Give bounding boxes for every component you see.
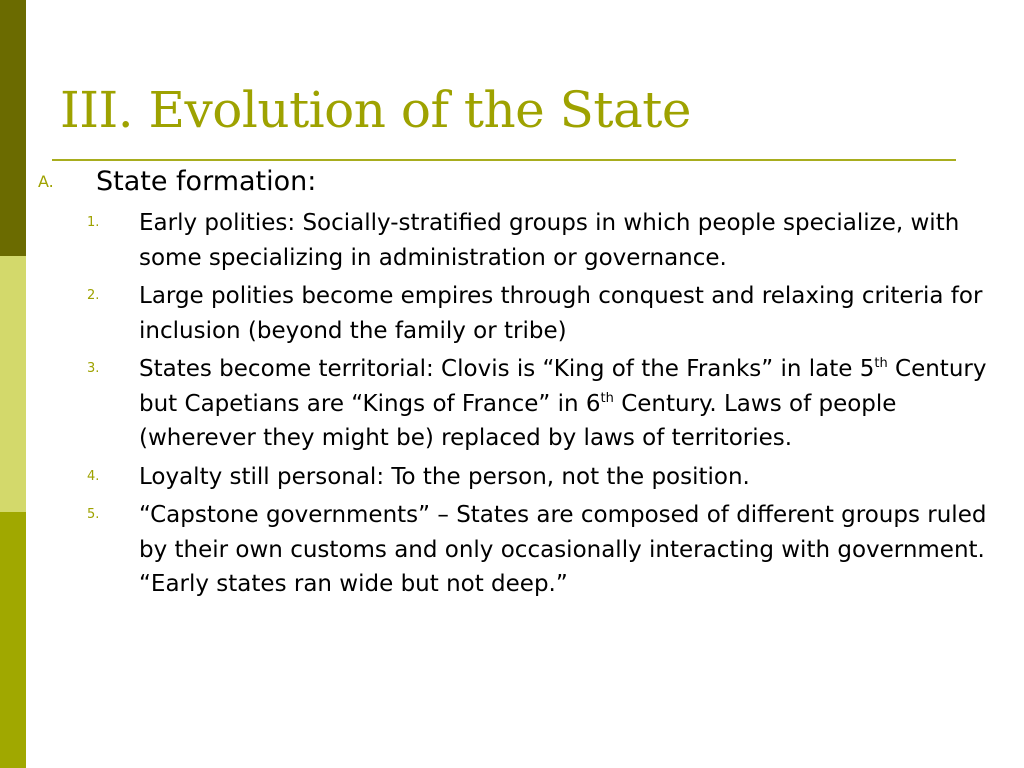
list-item-2	[38, 279, 1008, 348]
list-item-5	[38, 498, 1008, 602]
ordinal-superscript: th	[874, 356, 888, 371]
title-underline	[52, 159, 956, 161]
numbered-list	[38, 206, 1008, 602]
list-marker: 2.	[87, 288, 100, 303]
section-heading	[38, 164, 1008, 200]
list-item-text: Large polities become empires through conquest and relaxing criteria for inclusion (beyond the family or tribe)	[139, 283, 983, 344]
sidebar-accent-bar	[0, 0, 26, 768]
list-item-text: Loyalty still personal: To the person, not the position.	[139, 463, 750, 490]
section-marker: A.	[38, 172, 54, 191]
slide-title: III. Evolution of the State	[60, 81, 691, 139]
sidebar-segment-mid	[0, 512, 26, 768]
sidebar-segment-dark	[0, 0, 26, 256]
list-item-text-part1: States become territorial: Clovis is “King of the Franks” in late 5	[139, 356, 875, 382]
ordinal-superscript: th	[600, 390, 614, 406]
list-item-3	[38, 352, 1008, 456]
list-item-text-part2: Century but Capetians are “Kings of France” in 6	[139, 356, 987, 417]
section-heading-text: State formation:	[96, 166, 317, 197]
list-marker: 4.	[87, 468, 100, 484]
list-item-text: Early polities: Socially-stratified groups in which people specialize, with some specializing in administration or governance.	[139, 210, 960, 271]
slide-body	[38, 164, 1008, 606]
list-marker: 1.	[87, 215, 100, 230]
list-item-text: “Capstone governments” – States are composed of different groups ruled by their own customs and only occasionally interacting with government. “Early states ran wide but not deep.”	[139, 502, 987, 597]
list-item-1	[38, 206, 1008, 275]
list-item-4	[38, 460, 1008, 495]
list-item-text-part3: Century. Laws of people (wherever they might be) replaced by laws of territories.	[139, 390, 897, 451]
list-marker: 5.	[87, 507, 100, 522]
sidebar-segment-light	[0, 256, 26, 512]
list-marker: 3.	[87, 361, 100, 376]
